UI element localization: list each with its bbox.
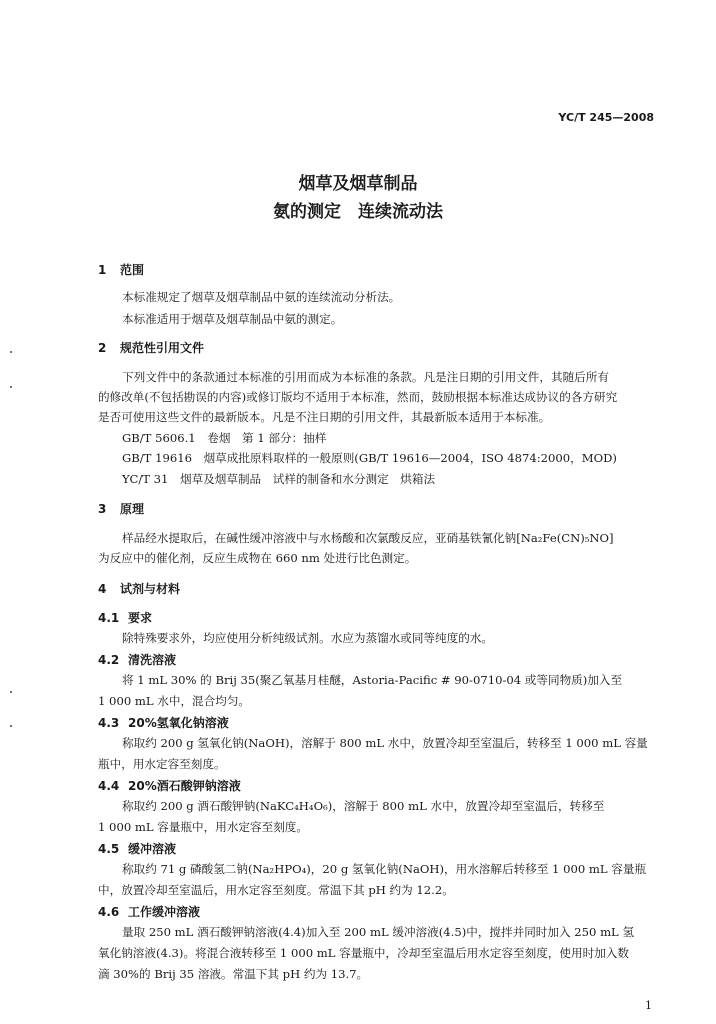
paragraph: 本标准适用于烟草及烟草制品中氨的测定。: [122, 312, 343, 326]
paragraph-line: 瓶中，用水定容至刻度。: [98, 757, 226, 771]
section-4-heading: [98, 583, 180, 595]
standard-code: YC/T 245—2008: [558, 111, 654, 124]
section-number: 1: [98, 263, 107, 277]
paragraph-line: 1 000 mL 水中，混合均匀。: [98, 694, 251, 708]
section-title: 规范性引用文件: [120, 341, 205, 355]
section-1-heading: [98, 264, 144, 276]
reference-item: GB/T 19616 烟草成批原料取样的一般原则(GB/T 19616—2004，ISO 4874:2000，MOD): [122, 451, 617, 465]
subsection-title: 要求: [128, 611, 153, 625]
scan-speck: [10, 725, 12, 727]
paragraph-line: 为反应中的催化剂，反应生成物在 660 nm 处进行比色测定。: [98, 551, 417, 565]
subsection-title: 清洗溶液: [128, 653, 177, 667]
subsection-title: 20%氢氧化钠溶液: [128, 716, 229, 730]
subsection-number: 4.3: [98, 716, 120, 730]
subsection-4-2-heading: [98, 654, 176, 666]
paragraph-line: 滴 30%的 Brij 35 溶液。常温下其 pH 约为 13.7。: [98, 967, 369, 981]
scan-speck: [10, 351, 12, 353]
paragraph-line: 的修改单(不包括勘误的内容)或修订版均不适用于本标准，然而，鼓励根据本标准达成协议的各方研究: [98, 390, 618, 404]
section-3-heading: [98, 503, 144, 515]
subsection-4-1-heading: [98, 612, 152, 624]
paragraph-line: 1 000 mL 容量瓶中，用水定容至刻度。: [98, 820, 308, 834]
paragraph-line: 氧化钠溶液(4.3)。将混合液转移至 1 000 mL 容量瓶中，冷却至室温后用水定容至刻度，使用时加入数: [98, 946, 629, 960]
subsection-number: 4.1: [98, 611, 120, 625]
subsection-4-3-heading: [98, 717, 229, 729]
scan-speck: [10, 691, 12, 693]
title-line-2: 氨的测定 连续流动法: [273, 202, 443, 222]
reference-item: YC/T 31 烟草及烟草制品 试样的制备和水分测定 烘箱法: [122, 472, 436, 486]
subsection-number: 4.5: [98, 842, 120, 856]
paragraph-line: 中，放置冷却至室温后，用水定容至刻度。常温下其 pH 约为 12.2。: [98, 883, 454, 897]
section-title: 范围: [120, 263, 145, 277]
paragraph-line: 量取 250 mL 酒石酸钾钠溶液(4.4)加入至 200 mL 缓冲溶液(4.5)中，搅拌并同时加入 250 mL 氢: [122, 925, 635, 939]
title-line-1: 烟草及烟草制品: [298, 174, 418, 194]
paragraph-line: 称取约 200 g 氢氧化钠(NaOH)，溶解于 800 mL 水中，放置冷却至室温后，转移至 1 000 mL 容量: [122, 736, 648, 750]
paragraph: 除特殊要求外，均应使用分析纯级试剂。水应为蒸馏水或同等纯度的水。: [122, 631, 494, 645]
section-title: 原理: [120, 502, 145, 516]
paragraph: 本标准规定了烟草及烟草制品中氨的连续流动分析法。: [122, 290, 401, 304]
subsection-number: 4.6: [98, 905, 120, 919]
section-title: 试剂与材料: [120, 582, 181, 596]
paragraph-line: 称取约 71 g 磷酸氢二钠(Na₂HPO₄)，20 g 氢氧化钠(NaOH)，用水溶解后转移至 1 000 mL 容量瓶: [122, 862, 647, 876]
page-number: 1: [645, 999, 652, 1012]
section-number: 3: [98, 502, 107, 516]
paragraph-line: 样品经水提取后，在碱性缓冲溶液中与水杨酸和次氯酸反应，亚硝基铁氰化钠[Na₂Fe(CN)₅NO]: [122, 531, 614, 545]
subsection-number: 4.2: [98, 653, 120, 667]
reference-item: GB/T 5606.1 卷烟 第 1 部分：抽样: [122, 431, 327, 445]
paragraph-line: 称取约 200 g 酒石酸钾钠(NaKC₄H₄O₆)，溶解于 800 mL 水中，放置冷却至室温后，转移至: [122, 799, 605, 813]
section-number: 4: [98, 582, 107, 596]
subsection-title: 缓冲溶液: [128, 842, 177, 856]
subsection-title: 20%酒石酸钾钠溶液: [128, 779, 241, 793]
subsection-number: 4.4: [98, 779, 120, 793]
subsection-title: 工作缓冲溶液: [128, 905, 201, 919]
paragraph-line: 将 1 mL 30% 的 Brij 35(聚乙氧基月桂醚，Astoria-Pacific # 90-0710-04 或等同物质)加入至: [122, 673, 623, 687]
paragraph-line: 是否可使用这些文件的最新版本。凡是不注日期的引用文件，其最新版本适用于本标准。: [98, 410, 551, 424]
scan-speck: [10, 386, 12, 388]
subsection-4-4-heading: [98, 780, 241, 792]
subsection-4-5-heading: [98, 843, 176, 855]
subsection-4-6-heading: [98, 906, 200, 918]
section-2-heading: [98, 342, 204, 354]
paragraph-line: 下列文件中的条款通过本标准的引用而成为本标准的条款。凡是注日期的引用文件，其随后所有: [122, 370, 609, 384]
section-number: 2: [98, 341, 107, 355]
